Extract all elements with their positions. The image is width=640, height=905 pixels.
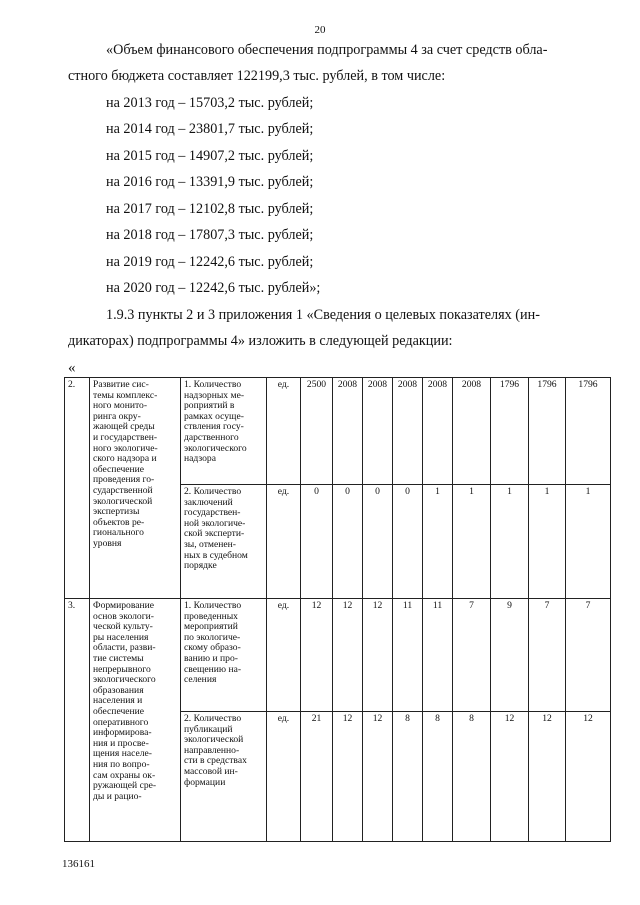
indicator-value: 1: [423, 485, 453, 599]
indicator-unit: ед.: [267, 599, 301, 712]
row-task-name: Развитие сис- темы комплекс- ного монито- ринга окру- жающей среды и государствен- ного экологиче- ского надзора и обеспечение проведения го- сударственной экологической экспертизы объектов ре- гионального уровня: [90, 378, 181, 599]
indicator-value: 21: [301, 712, 333, 842]
indicator-value: 12: [363, 599, 393, 712]
year-line-2016: на 2016 год – 13391,9 тыс. рублей;: [106, 174, 314, 190]
indicator-value: 0: [301, 485, 333, 599]
indicator-value: 0: [333, 485, 363, 599]
year-line-2017: на 2017 год – 12102,8 тыс. рублей;: [106, 201, 314, 217]
row-number: 3.: [65, 599, 90, 842]
year-line-2013: на 2013 год – 15703,2 тыс. рублей;: [106, 95, 314, 111]
row-task-name: Формирование основ экологи- ческой культу- ры населения области, разви- тие системы непрерывного экологического образования населения и обеспечение оперативного информирова- ния и просве- щения населе- ния по вопро- сам охраны ок- ружающей сре- ды и рацио-: [90, 599, 181, 842]
indicator-value: 12: [566, 712, 611, 842]
indicator-value: 0: [393, 485, 423, 599]
page-number: 20: [314, 24, 326, 36]
table-row: [65, 599, 611, 712]
indicator-value: 2008: [453, 378, 491, 485]
indicator-value: 1: [491, 485, 529, 599]
indicator-value: 12: [333, 599, 363, 712]
indicator-value: 12: [301, 599, 333, 712]
indicator-value: 8: [393, 712, 423, 842]
paragraph-2-line-2: дикаторах) подпрограммы 4» изложить в следующей редакции:: [68, 333, 453, 349]
document-code: 136161: [62, 858, 95, 870]
indicator-value: 1: [453, 485, 491, 599]
indicator-unit: ед.: [267, 712, 301, 842]
indicator-value: 2008: [393, 378, 423, 485]
indicator-value: 2008: [423, 378, 453, 485]
indicator-unit: ед.: [267, 378, 301, 485]
indicator-value: 1796: [491, 378, 529, 485]
paragraph-1-line-1: «Объем финансового обеспечения подпрограммы 4 за счет средств обла-: [106, 42, 548, 58]
indicator-name: 1. Количество проведенных мероприятий по экологиче- скому образо- ванию и про- свещению на- селения: [181, 599, 267, 712]
indicator-value: 8: [423, 712, 453, 842]
paragraph-2-line-1: 1.9.3 пункты 2 и 3 приложения 1 «Сведения о целевых показателях (ин-: [106, 307, 540, 323]
indicator-value: 11: [423, 599, 453, 712]
indicator-value: 12: [333, 712, 363, 842]
row-number: 2.: [65, 378, 90, 599]
indicator-name: 1. Количество надзорных ме- роприятий в рамках осуще- ствления госу- дарственного экологического надзора: [181, 378, 267, 485]
indicator-value: 7: [529, 599, 566, 712]
year-line-2018: на 2018 год – 17807,3 тыс. рублей;: [106, 227, 314, 243]
indicator-value: 2008: [333, 378, 363, 485]
table-row: [65, 378, 611, 485]
indicator-value: 1: [529, 485, 566, 599]
indicators-table: [64, 377, 611, 842]
indicator-value: 12: [491, 712, 529, 842]
indicator-name: 2. Количество публикаций экологической направленно- сти в средствах массовой ин- формации: [181, 712, 267, 842]
indicator-value: 7: [566, 599, 611, 712]
year-line-2014: на 2014 год – 23801,7 тыс. рублей;: [106, 121, 314, 137]
paragraph-1-line-2: стного бюджета составляет 122199,3 тыс. рублей, в том числе:: [68, 68, 446, 84]
indicator-value: 1796: [566, 378, 611, 485]
indicator-value: 11: [393, 599, 423, 712]
opening-quote: «: [68, 360, 76, 376]
indicator-value: 8: [453, 712, 491, 842]
indicator-value: 7: [453, 599, 491, 712]
indicator-value: 1: [566, 485, 611, 599]
year-line-2019: на 2019 год – 12242,6 тыс. рублей;: [106, 254, 314, 270]
year-line-2015: на 2015 год – 14907,2 тыс. рублей;: [106, 148, 314, 164]
indicator-value: 12: [363, 712, 393, 842]
indicator-value: 0: [363, 485, 393, 599]
indicator-value: 9: [491, 599, 529, 712]
indicator-value: 1796: [529, 378, 566, 485]
indicator-name: 2. Количество заключений государствен- ной экологиче- ской эксперти- зы, отменен- ных в судебном порядке: [181, 485, 267, 599]
indicator-value: 12: [529, 712, 566, 842]
year-line-2020: на 2020 год – 12242,6 тыс. рублей»;: [106, 280, 321, 296]
indicator-value: 2008: [363, 378, 393, 485]
indicator-unit: ед.: [267, 485, 301, 599]
indicator-value: 2500: [301, 378, 333, 485]
